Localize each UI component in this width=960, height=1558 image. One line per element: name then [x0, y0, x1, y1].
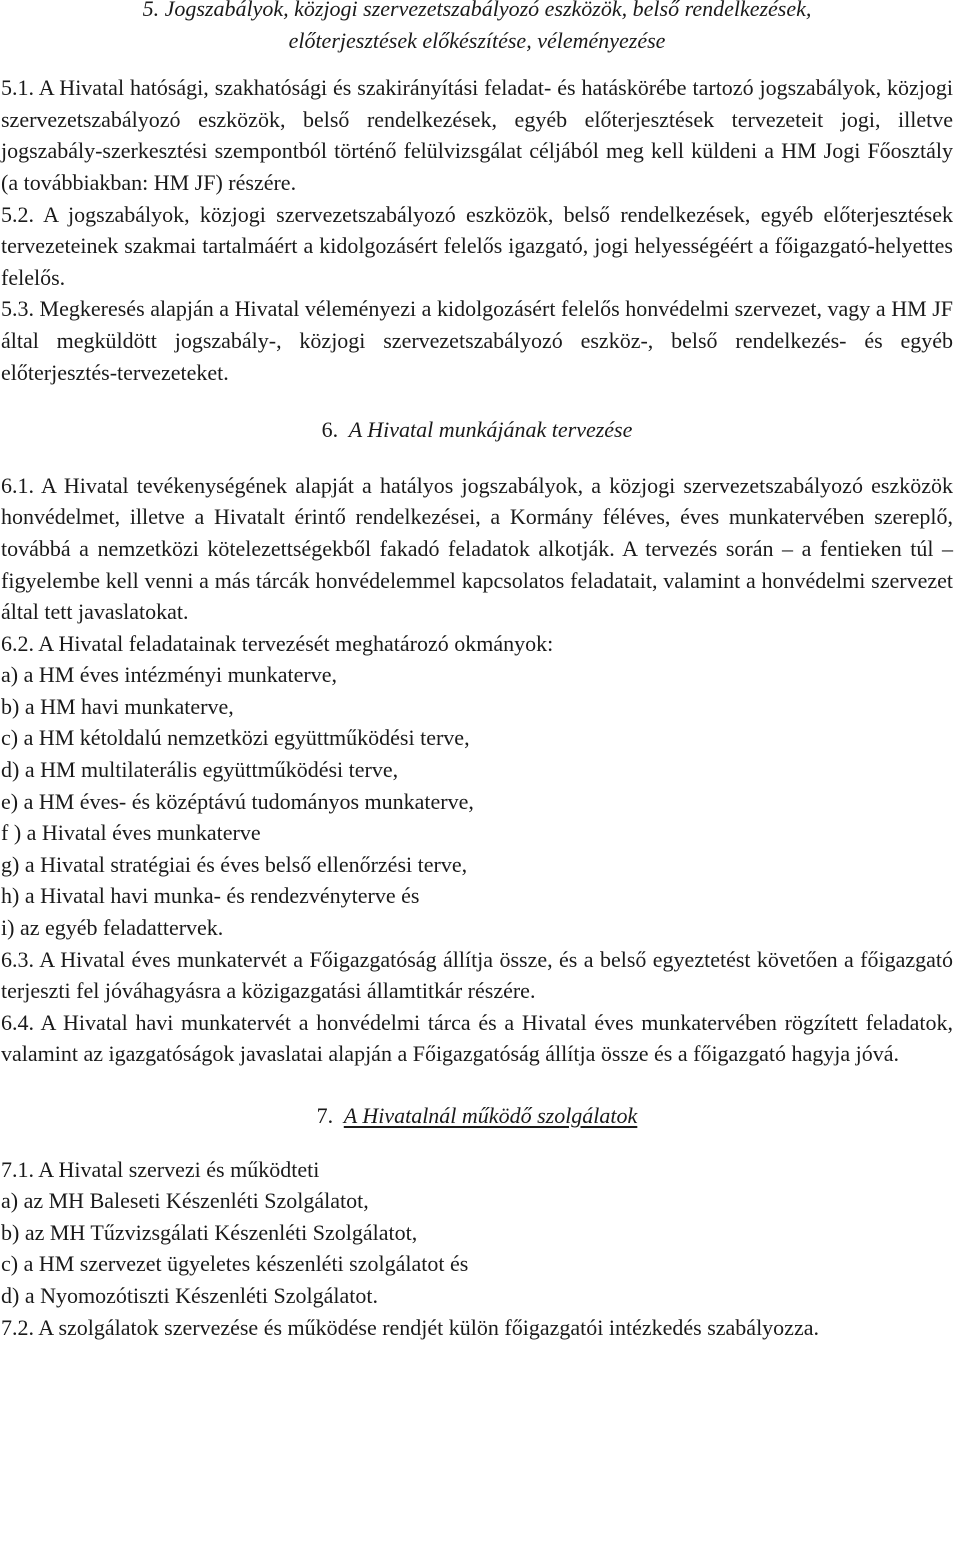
paragraph-7-1-intro: 7.1. A Hivatal szervezi és működteti	[1, 1156, 320, 1182]
section-7-title: A Hivatalnál működő szolgálatok	[343, 1103, 638, 1128]
list-item: a) az MH Baleseti Készenléti Szolgálatot,	[1, 1188, 369, 1214]
paragraph-7-2: 7.2. A szolgálatok szervezése és működése rendjét külön főigazgatói intézkedés szabályozza.	[1, 1314, 819, 1340]
document-content	[1, 0, 953, 1343]
list-item: i) az egyéb feladattervek.	[1, 915, 224, 941]
section-5-heading-line-1: 5. Jogszabályok, közjogi szervezetszabályozó eszközök, belső rendelkezések,	[142, 0, 812, 21]
list-item: b) a HM havi munkaterve,	[1, 693, 234, 719]
section-6-title: A Hivatal munkájának tervezése	[348, 417, 633, 443]
section-7-number: 7.	[316, 1103, 334, 1128]
list-item: e) a HM éves- és középtávú tudományos munkaterve,	[1, 788, 474, 814]
list-item: d) a HM multilaterális együttműködési terve,	[1, 757, 399, 783]
list-item: c) a HM szervezet ügyeletes készenléti szolgálatot és	[1, 1251, 469, 1277]
paragraph-6-2-intro: 6.2. A Hivatal feladatainak tervezését meghatározó okmányok:	[1, 630, 554, 656]
section-7-heading	[1, 1100, 953, 1132]
section-6-number: 6.	[321, 417, 339, 443]
section-6-heading	[1, 414, 953, 446]
paragraph-5-1: 5.1. A Hivatal hatósági, szakhatósági és szakirányítási feladat- és hatáskörébe tartozó jogszabályok, közjogi szervezetszabályozó eszközök, belső rendelkezések, egyéb előterjesztések tervezeteit jogi, illetve jogszabály-szerkesztési szempontból történő felülvizsgálat céljából meg kell küldeni a HM Jogi Főosztály (a továbbiakban: HM JF) részére.	[1, 75, 953, 195]
paragraph-5-2: 5.2. A jogszabályok, közjogi szervezetszabályozó eszközök, belső rendelkezések, egyéb előterjesztések tervezeteinek szakmai tartalmáért a kidolgozásért felelős igazgató, jogi helyességéért a főigazgató-helyettes felelős.	[1, 201, 953, 290]
list-item: g) a Hivatal stratégiai és éves belső ellenőrzési terve,	[1, 851, 468, 877]
list-item: h) a Hivatal havi munka- és rendezvényterve és	[1, 883, 420, 909]
section-5-heading-line-2: előterjesztések előkészítése, véleményezése	[288, 27, 666, 53]
section-5-heading	[1, 0, 953, 56]
list-item: f ) a Hivatal éves munkaterve	[1, 820, 261, 846]
list-item: c) a HM kétoldalú nemzetközi együttműködési terve,	[1, 725, 470, 751]
list-item: b) az MH Tűzvizsgálati Készenléti Szolgálatot,	[1, 1219, 418, 1245]
paragraph-6-4: 6.4. A Hivatal havi munkatervét a honvédelmi tárca és a Hivatal éves munkatervében rögzített feladatok, valamint az igazgatóságok javaslatai alapján a Főigazgatóság állítja össze és a főigazgató hagyja jóvá.	[1, 1009, 953, 1067]
list-item: a) a HM éves intézményi munkaterve,	[1, 662, 337, 688]
paragraph-6-1: 6.1. A Hivatal tevékenységének alapját a hatályos jogszabályok, a közjogi szervezetszabályozó eszközök honvédelmet, illetve a Hivatalt érintő rendelkezései, a Kormány féléves, éves munkatervében szereplő, továbbá a nemzetközi kötelezettségekből fakadó feladatok alkotják. A tervezés során – a fentieken túl – figyelembe kell venni a más tárcák honvédelemmel kapcsolatos feladatait, valamint a honvédelmi szervezet által tett javaslatokat.	[1, 472, 953, 625]
paragraph-6-3: 6.3. A Hivatal éves munkatervét a Főigazgatóság állítja össze, és a belső egyeztetést követően a főigazgató terjeszti fel jóváhagyásra a közigazgatási államtitkár részére.	[1, 946, 953, 1004]
paragraph-5-3: 5.3. Megkeresés alapján a Hivatal véleményezi a kidolgozásért felelős honvédelmi szervezet, vagy a HM JF által megküldött jogszabály-, közjogi szervezetszabályozó eszköz-, belső rendelkezés- és egyéb előterjesztés-tervezeteket.	[1, 296, 953, 385]
list-item: d) a Nyomozótiszti Készenléti Szolgálatot.	[1, 1282, 378, 1308]
